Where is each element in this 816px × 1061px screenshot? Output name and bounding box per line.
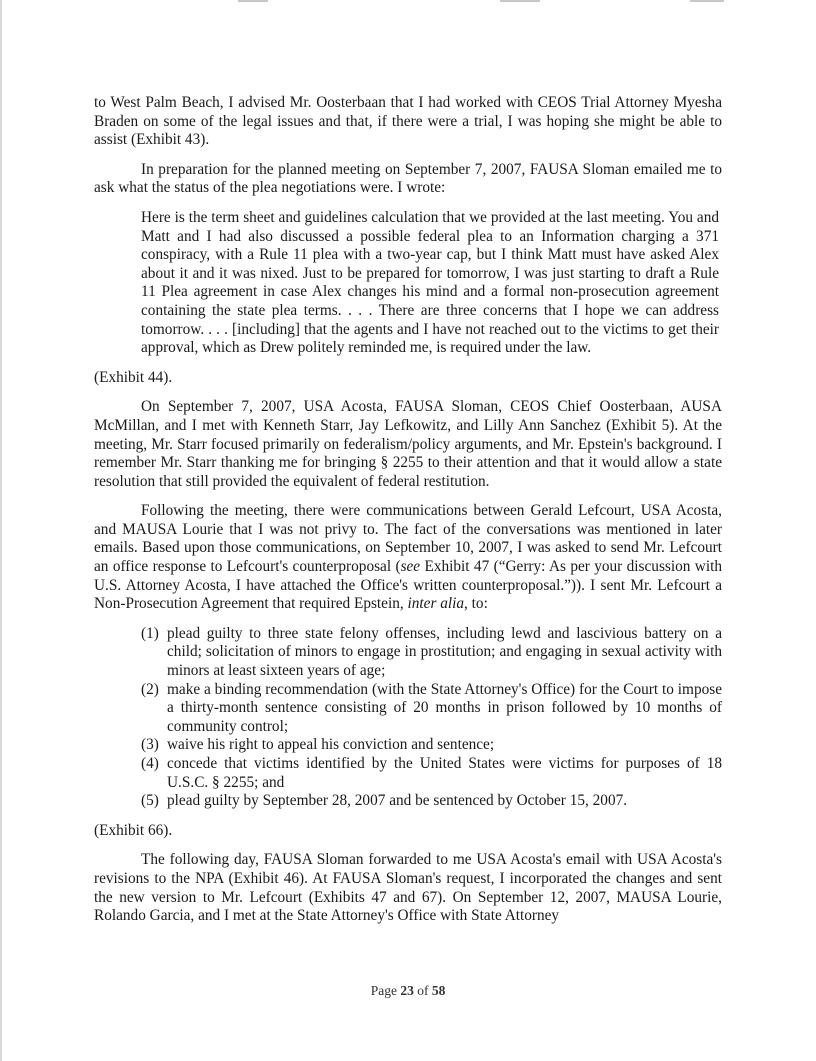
text-segment: , to:: [464, 595, 488, 613]
text-segment: Following the meeting, there were communications between Gerald Lefcourt, USA Acosta, and MAUSA Lourie that I was not privy to. The fact of the conversations was mentioned in later emails. Based upon those communications, on September 10, 2007, I was asked to send Mr. Lefcourt an office response to Lefcourt's counterproposal (: [94, 502, 722, 576]
paragraph-meeting: On September 7, 2007, USA Acosta, FAUSA Sloman, CEOS Chief Oosterbaan, AUSA McMillan, and I met with Kenneth Starr, Jay Lefkowitz, and Lilly Ann Sanchez (Exhibit 5). At the meeting, Mr. Starr focused primarily on federalism/policy arguments, and Mr. Epstein's background. I remember Mr. Starr thanking me for bringing § 2255 to their attention and that it would allow a state resolution that still provided the equivalent of federal restitution.: [94, 398, 722, 490]
block-quote-email: Here is the term sheet and guidelines calculation that we provided at the last meeting. You and Matt and I had also discussed a possible federal plea to an Information charging a 371 conspiracy, with a Rule 11 plea with a two-year cap, but I think Matt must have asked Alex about it and it was nixed. Just to be prepared for tomorrow, I was just starting to draft a Rule 11 Plea agreement in case Alex changes his mind and a formal non-prosecution agreement containing the state plea terms. . . . There are three concerns that I hope we can address tomorrow. . . . [including] that the agents and I have not reached out to the victims to get their approval, which as Drew politely reminded me, is required under the law.: [141, 208, 719, 357]
list-item: [141, 625, 722, 681]
italic-see: see: [400, 558, 421, 576]
list-item: [141, 736, 722, 755]
paragraph-following-meeting: [94, 502, 722, 614]
list-item: [141, 792, 722, 811]
text-segment: Exhibit 47 (“Gerry: As per your discussion with U.S. Attorney Acosta, I have attached the Office's written counterproposal.”)). I sent Mr. Lefcourt a Non-Prosecution Agreement that required Epstein,: [94, 558, 722, 613]
list-item-number: (1): [141, 624, 159, 642]
list-item-text: waive his right to appeal his conviction and sentence;: [167, 736, 495, 754]
exhibit-citation: (Exhibit 44).: [94, 368, 173, 386]
list-item: [141, 681, 722, 737]
list-item-text: make a binding recommendation (with the State Attorney's Office) for the Court to impose a thirty-month sentence consisting of 20 months in prison followed by 10 months of community control;: [167, 680, 722, 735]
document-body: [94, 94, 722, 937]
italic-inter-alia: inter alia: [407, 595, 465, 613]
list-item-text: plead guilty by September 28, 2007 and be sentenced by October 15, 2007.: [167, 792, 628, 810]
paragraph-following-day: The following day, FAUSA Sloman forwarded to me USA Acosta's email with USA Acosta's revisions to the NPA (Exhibit 46). At FAUSA Sloman's request, I incorporated the changes and sent the new version to Mr. Lefcourt (Exhibits 47 and 67). On September 12, 2007, MAUSA Lourie, Rolando Garcia, and I met at the State Attorney's Office with State Attorney: [94, 851, 722, 925]
page-number-footer: [0, 983, 816, 999]
list-item-text: concede that victims identified by the United States were victims for purposes of 18 U.S.C. § 2255; and: [167, 755, 722, 791]
scan-artifact-line: [690, 0, 724, 2]
list-item-number: (5): [141, 792, 159, 810]
page-left-edge: [0, 0, 2, 1061]
list-item: [141, 755, 722, 792]
list-item-number: (2): [141, 680, 159, 698]
list-item-number: (3): [141, 736, 159, 754]
npa-terms-list: [94, 625, 722, 811]
scan-artifact-line: [238, 0, 268, 2]
list-item-number: (4): [141, 755, 159, 772]
footer-middle: of: [413, 983, 432, 998]
list-item-text: plead guilty to three state felony offenses, including lewd and lascivious battery on a child; solicitation of minors to engage in prostitution; and engaging in sexual activity with minors at least sixteen years of age;: [167, 624, 722, 680]
total-page-count: 58: [431, 983, 446, 998]
scan-artifact-line: [500, 0, 540, 2]
exhibit-citation: (Exhibit 66).: [94, 821, 173, 839]
paragraph-preparation: In preparation for the planned meeting on September 7, 2007, FAUSA Sloman emailed me to ask what the status of the plea negotiations were. I wrote:: [94, 160, 722, 197]
paragraph-continuation: to West Palm Beach, I advised Mr. Oosterbaan that I had worked with CEOS Trial Attorney Myesha Braden on some of the legal issues and that, if there were a trial, I was hoping she might be able to assist (Exhibit 43).: [94, 94, 722, 149]
current-page-number: 23: [400, 983, 414, 998]
footer-prefix: Page: [370, 983, 401, 998]
